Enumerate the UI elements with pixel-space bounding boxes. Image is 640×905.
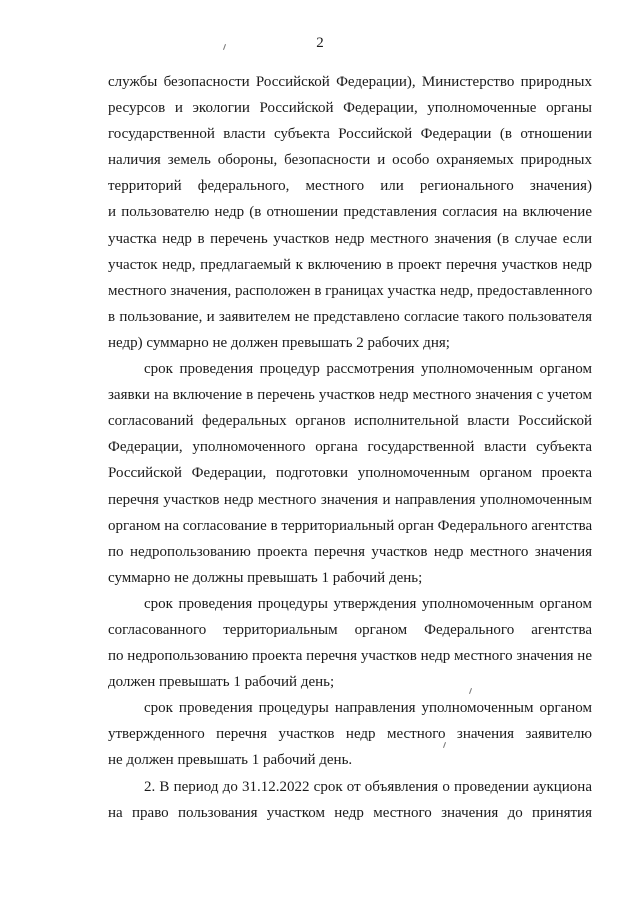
text-line: срок проведения процедуры утверждения уполномоченным органом (144, 595, 592, 612)
text-line: ресурсов и экологии Российской Федерации, уполномоченные органы (108, 100, 592, 117)
text-line: должен превышать 1 рабочий день; (108, 674, 335, 691)
text-line: не должен превышать 1 рабочий день. (108, 752, 353, 769)
paragraph (108, 774, 592, 826)
text-line: Федерации, уполномоченного органа государственной власти субъекта (108, 439, 592, 456)
text-line: в пользование, и заявителем не представлено согласие такого пользователя (108, 308, 592, 325)
text-line: на право пользования участком недр местного значения до принятия (108, 804, 592, 821)
text-line: суммарно не должны превышать 1 рабочий день; (108, 569, 423, 586)
text-line: и пользователю недр (в отношении представления согласия на включение (108, 204, 592, 221)
paragraph (108, 69, 592, 356)
text-line: согласованного территориальным органом Федерального агентства (108, 621, 592, 638)
text-line: согласований федеральных органов исполнительной власти Российской (108, 413, 592, 430)
paragraph (108, 591, 592, 695)
text-line: Российской Федерации, подготовки уполномоченным органом проекта (108, 465, 592, 482)
text-line: службы безопасности Российской Федерации), Министерство природных (108, 74, 592, 90)
text-line: наличия земель обороны, безопасности и особо охраняемых природных (108, 152, 592, 169)
text-line: утвержденного перечня участков недр местного значения заявителю (108, 726, 592, 743)
text-line: заявки на включение в перечень участков недр местного значения с учетом (108, 387, 592, 404)
text-line: органом на согласование в территориальный орган Федерального агентства (108, 517, 593, 534)
text-line: участок недр, предлагаемый к включению в проект перечня участков недр (108, 256, 592, 273)
text-line: государственной власти субъекта Российской Федерации (в отношении (108, 126, 592, 143)
text-line: территорий федерального, местного или регионального значения) (108, 178, 592, 195)
text-line: участка недр в перечень участков недр местного значения (в случае если (108, 230, 592, 247)
text-line: срок проведения процедур рассмотрения уполномоченным органом (144, 361, 592, 378)
document-body (108, 69, 592, 826)
text-line: по недропользованию проекта перечня участков недр местного значения (108, 543, 592, 560)
text-line: по недропользованию проекта перечня участков недр местного значения не (108, 648, 592, 665)
page-number: 2 (316, 35, 324, 51)
paragraph (108, 695, 592, 773)
text-line: срок проведения процедуры направления уполномоченным органом (144, 700, 592, 717)
text-line: перечня участков недр местного значения и направления уполномоченным (108, 491, 592, 508)
text-line: местного значения, расположен в границах участка недр, предоставленного (108, 282, 593, 299)
text-line: недр) суммарно не должен превышать 2 рабочих дня; (108, 334, 450, 351)
text-line: 2. В период до 31.12.2022 срок от объявления о проведении аукциона (144, 778, 592, 795)
paragraph (108, 356, 592, 591)
